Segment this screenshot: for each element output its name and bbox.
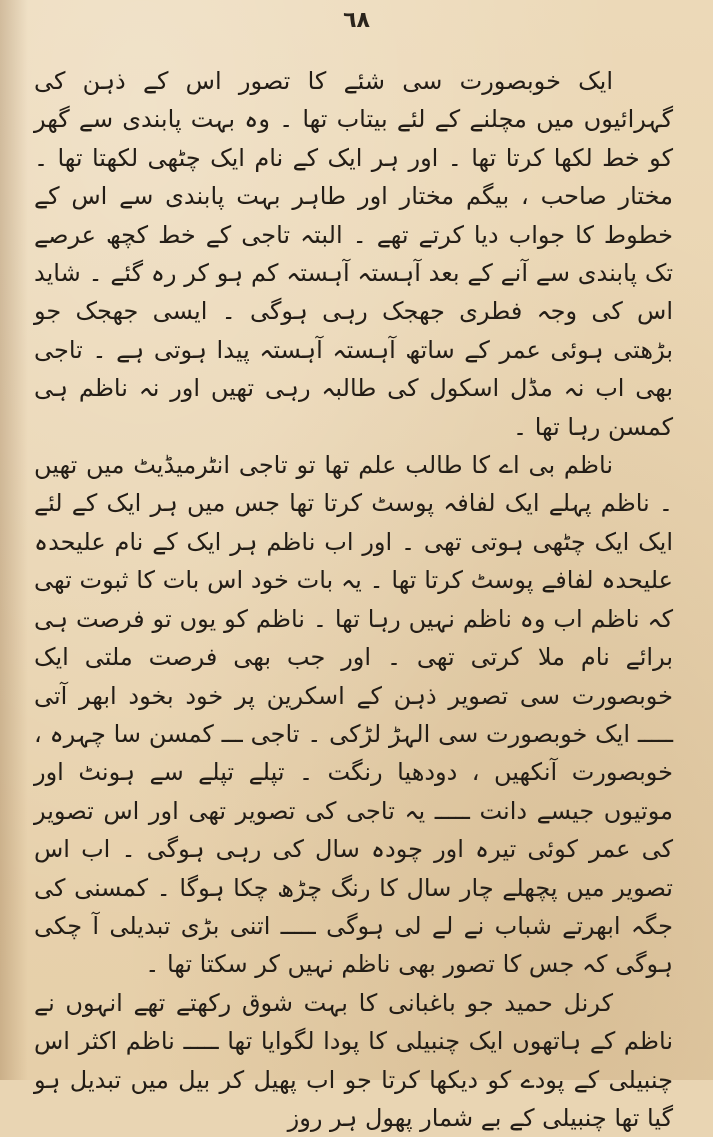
- page-body-text: [34, 62, 673, 1137]
- page-edge-shadow: [0, 0, 28, 1080]
- paragraph-1: ایک خوبصورت سی شئے کا تصور اس کے ذہن کی گہرائیوں میں مچلنے کے لئے بیتاب تھا ۔ وہ بہت پابندی سے گھر کو خط لکھا کرتا تھا ۔ اور ہر ایک کے نام ایک چٹھی لکھتا تھا ۔ مختار صاحب ، بیگم مختار اور طاہر بہت پابندی سے اس کے خطوط کا جواب دیا کرتے تھے ۔ البتہ تاجی کے خط کچھ عرصے تک پابندی سے آنے کے بعد آہستہ آہستہ کم ہو کر رہ گئے ۔ شاید اس کی وجہ فطری جھجک رہی ہوگی ۔ ایسی جھجک جو بڑھتی ہوئی عمر کے ساتھ آہستہ آہستہ پیدا ہوتی ہے ۔ تاجی بھی اب نہ مڈل اسکول کی طالبہ رہی تھیں اور نہ ناظم ہی کمسن رہا تھا ۔: [34, 67, 673, 441]
- page-number: ٦٨: [343, 8, 370, 33]
- paragraph-3: کرنل حمید جو باغبانی کا بہت شوق رکھتے تھے انہوں نے ناظم کے ہاتھوں ایک چنبیلی کا پودا لگوایا تھا ـــــ ناظم اکثر اس چنبیلی کے پودے کو دیکھا کرتا جو اب پھیل کر بیل میں تبدیل ہو گیا تھا چنبیلی کے بے شمار پھول ہر روز: [34, 988, 673, 1132]
- paragraph-2: ناظم بی اے کا طالب علم تھا تو تاجی انٹرمیڈیٹ میں تھیں ۔ ناظم پہلے ایک لفافہ پوسٹ کرتا تھا جس میں ہر ایک کے لئے ایک ایک چٹھی ہوتی تھی ۔ اور اب ناظم ہر ایک کے نام علیحدہ علیحدہ لفافے پوسٹ کرتا تھا ۔ یہ بات خود اس بات کا ثبوت تھی کہ ناظم اب وہ ناظم نہیں رہا تھا ۔ ناظم کو یوں تو فرصت ہی برائے نام ملا کرتی تھی ۔ اور جب بھی فرصت ملتی ایک خوبصورت سی تصویر ذہن کے اسکرین پر خود بخود ابھر آتی ـــــ ایک خوبصورت سی الہڑ لڑکی ۔ تاجی ـــ کمسن سا چہرہ ، خوبصورت آنکھیں ، دودھیا رنگت ۔ تپلے تپلے سے ہونٹ اور موتیوں جیسے دانت ـــــ یہ تاجی کی تصویر تھی اور اس تصویر کی عمر کوئی تیرہ اور چودہ سال کی رہی ہوگی ۔ اب اس تصویر میں پچھلے چار سال کا رنگ چڑھ چکا ہوگا ۔ کمسنی کی جگہ ابھرتے شباب نے لے لی ہوگی ـــــ اتنی بڑی تبدیلی آ چکی ہوگی کہ جس کا تصور بھی ناظم نہیں کر سکتا تھا ۔: [34, 451, 673, 979]
